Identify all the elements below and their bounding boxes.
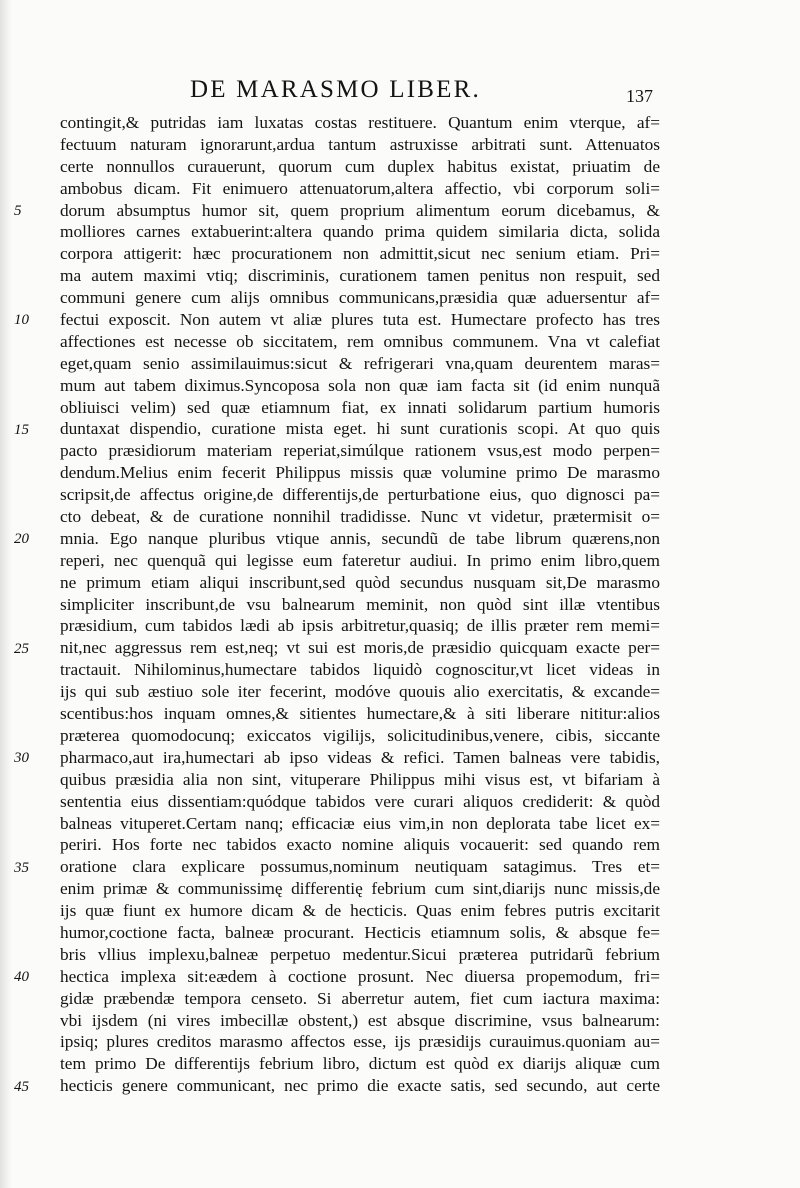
text-line: sententia eius dissentiam:quódque tabidos vere curari aliquos crediderit: & quòd [60, 791, 660, 811]
text-line: præterea quomodocunq; exiccatos vigilijs, solicitudinibus,venere, cibis, siccante [60, 725, 660, 745]
text-line: gidæ præbendæ tempora censeto. Si aberretur autem, fiet cum iactura maxima: [60, 988, 660, 1008]
page-edge-shadow [0, 0, 12, 1188]
text-line: periri. Hos forte nec tabidos exacto nomine aliquis vocauerit: sed quando rem [60, 835, 660, 855]
text-line: nit,nec aggressus rem est,neq; vt sui est moris,de præsidio quicquam exacte per= [60, 638, 660, 658]
text-line: oratione clara explicare possumus,nominum neutiquam satagimus. Tres et= [60, 857, 660, 877]
text-line: bris vllius implexu,balneæ perpetuo medentur.Sicui præterea putridarũ febrium [60, 944, 660, 964]
line-number: 10 [14, 312, 29, 329]
text-line: ipsiq; plures creditos marasmo affectos esse, ijs præsidijs curauimus.quoniam au= [60, 1032, 660, 1052]
text-line: duntaxat dispendio, curatione mista eget. hi sunt curationis scopi. At quo quis [60, 419, 660, 439]
text-line: balneas vituperet.Certam nanq; efficaciæ eius vim,in non deplorata tabe licet ex= [60, 813, 660, 833]
text-line: cto debeat, & de curatione nonnihil tradidisse. Nunc vt videtur, prætermisit o= [60, 507, 660, 527]
text-line: dendum.Melius enim fecerit Philippus missis quæ volumine primo De marasmo [60, 463, 660, 483]
text-line: reperi, nec quenquã qui legisse eum fateretur audiui. In primo enim libro,quem [60, 550, 660, 570]
line-number: 20 [14, 531, 29, 548]
text-line: ijs quæ fiunt ex humore dicam & de hecticis. Quas enim febres putris excitarit [60, 901, 660, 921]
text-line: certe nonnullos curauerunt, quorum cum duplex habitus existat, priuatim de [60, 156, 660, 176]
line-number: 25 [14, 640, 29, 657]
text-line: eget,quam senio assimilauimus:sicut & refrigerari vna,quam deurentem maras= [60, 353, 660, 373]
line-number: 45 [14, 1078, 29, 1095]
text-line: præsidium, cum tabidos lædi ab ipsis arbitretur,quasiq; de illis præter rem memi= [60, 616, 660, 636]
text-line: ambobus dicam. Fit enimuero attenuatorum,altera affectio, vbi corporum soli= [60, 178, 660, 198]
line-number: 40 [14, 969, 29, 986]
line-number: 35 [14, 859, 29, 876]
text-line: vbi ijsdem (ni vires imbecillæ obstent,) est absque discrimine, vsus balnearum: [60, 1010, 660, 1030]
running-title: DE MARASMO LIBER. [190, 76, 481, 103]
text-line: humor,coctione facta, balneæ procurant. Hecticis etiamnum solis, & absque fe= [60, 922, 660, 942]
text-line: tractauit. Nihilominus,humectare tabidos liquidò cognoscitur,vt licet videas in [60, 660, 660, 680]
text-line: enim primæ & communissimę differentię febrium cum sint,diarijs nunc missis,de [60, 879, 660, 899]
text-line: dorum absumptus humor sit, quem proprium alimentum eorum dicebamus, & [60, 200, 660, 220]
text-line: simpliciter inscribunt,de vsu balnearum meminit, non quòd sint illæ vtentibus [60, 594, 660, 614]
line-number: 5 [14, 202, 22, 219]
text-line: communi genere cum alijs omnibus communicans,præsidia quæ aduersentur af= [60, 288, 660, 308]
text-line: mum aut tabem diximus.Syncoposa sola non quæ iam facta sit (id enim nunquã [60, 375, 660, 395]
line-number: 30 [14, 750, 29, 767]
text-line: corpora attigerit: hæc procurationem non admittit,sicut nec senium etiam. Pri= [60, 244, 660, 264]
text-line: pacto præsidiorum materiam reperiat,simúlque rationem vsus,est modo perpen= [60, 441, 660, 461]
text-line: obliuisci velim) sed quæ etiamnum fiat, ex innati solidarum partium humoris [60, 397, 660, 417]
text-line: ijs qui sub æstiuo sole iter fecerint, modóve quouis alio exercitatis, & excande= [60, 682, 660, 702]
text-line: molliores carnes extabuerint:altera quando prima quidem similaria dicta, solida [60, 222, 660, 242]
body-text [60, 112, 660, 1097]
text-line: tem primo De differentijs febrium libro, dictum est quòd ex diarijs aliquæ cum [60, 1054, 660, 1074]
text-line: ne primum etiam aliqui inscribunt,sed quòd secundus nusquam sit,De marasmo [60, 572, 660, 592]
page-number: 137 [626, 86, 653, 106]
text-line: hecticis genere communicant, nec primo die exacte satis, sed secundo, aut certe [60, 1076, 660, 1096]
text-line: hectica implexa sit:eædem à coctione prosunt. Nec diuersa propemodum, fri= [60, 966, 660, 986]
text-line: fectuum naturam ignorarunt,ardua tantum astruxisse arbitrati sunt. Attenuatos [60, 134, 660, 154]
text-line: ma autem maximi vtiq; discriminis, curationem tamen penitus non respuit, sed [60, 266, 660, 286]
text-line: mnia. Ego nanque pluribus vtique annis, secundũ de tabe librum quærens,non [60, 528, 660, 548]
text-line: contingit,& putridas iam luxatas costas restituere. Quantum enim vterque, af= [60, 113, 660, 132]
text-line: fectui exposcit. Non autem vt aliæ plures tuta est. Humectare profecto has tres [60, 310, 660, 330]
text-line: quibus præsidia alia non sint, vituperare Philippus mihi visus est, vt bifariam à [60, 769, 660, 789]
line-number: 15 [14, 421, 29, 438]
text-line: scripsit,de affectus origine,de differentijs,de perturbatione eius, quo dignosci pa= [60, 485, 660, 505]
text-line: pharmaco,aut ira,humectari ab ipso videas & refici. Tamen balneas vere tabidis, [60, 747, 660, 767]
text-line: scentibus:hos inquam omnes,& sitientes humectare,& à siti liberare nititur:alios [60, 704, 660, 724]
text-line: affectiones est necesse ob siccitatem, rem omnibus communem. Vna vt calefiat [60, 331, 660, 351]
